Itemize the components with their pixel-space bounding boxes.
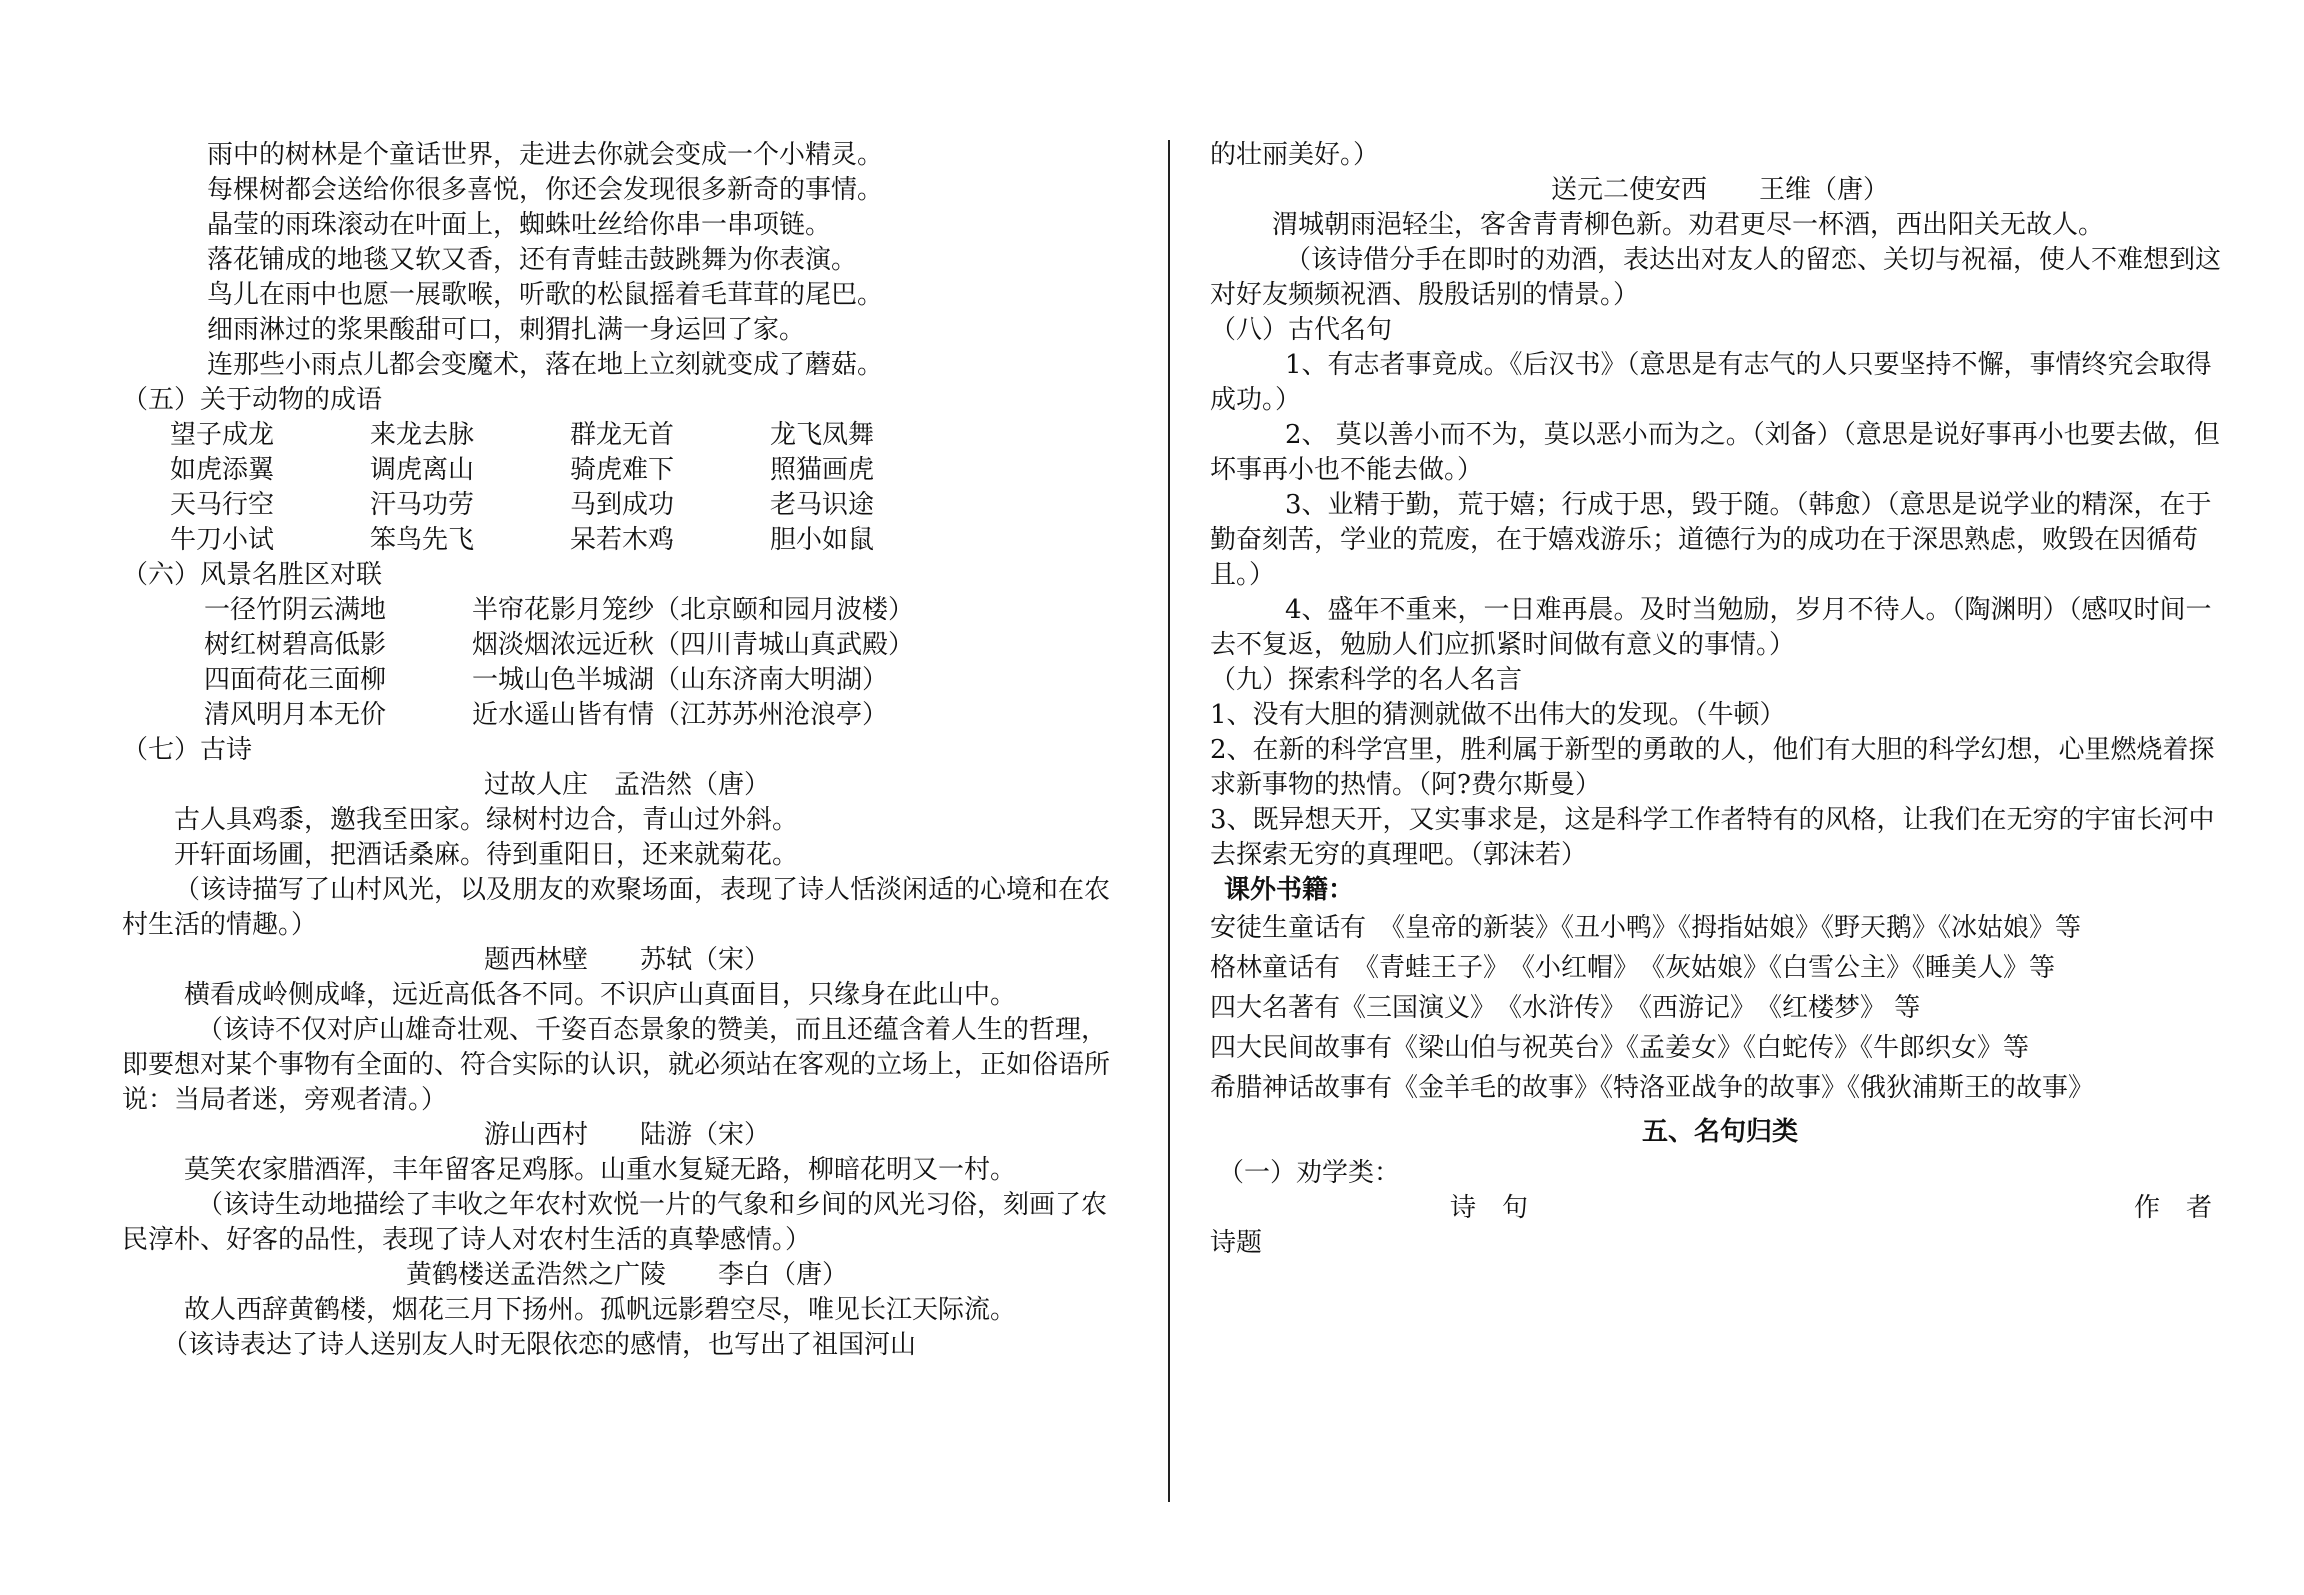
text-line: 连那些小雨点儿都会变魔术，落在地上立刻就变成了蘑菇。 — [207, 350, 884, 380]
idiom: 骑虎难下 — [570, 455, 675, 485]
couplet-second: 半帘花影月笼纱（北京颐和园月波楼） — [472, 595, 915, 625]
idiom-row — [122, 523, 1132, 558]
idiom: 老马识途 — [770, 490, 875, 520]
couplet-first: 树红树碧高低影 — [204, 630, 387, 660]
poem-text: 渭城朝雨浥轻尘，客舍青青柳色新。劝君更尽一杯酒，西出阳关无故人。 — [1272, 210, 2105, 240]
section-heading: （八）古代名句 — [1210, 315, 1393, 345]
idiom: 来龙去脉 — [370, 420, 475, 450]
column-header-poem: 诗 句 — [1450, 1193, 1529, 1223]
idiom: 望子成龙 — [170, 420, 275, 450]
couplet-second: 一城山色半城湖（山东济南大明湖） — [472, 665, 889, 695]
poem-note: （该诗生动地描绘了丰收之年农村欢悦一片的气象和乡间的风光习俗，刻画了农民淳朴、好客的品性，表现了诗人对农村生活的真挚感情。） — [122, 1190, 1108, 1255]
book-list: 格林童话有 《青蛙王子》 《小红帽》 《灰姑娘》《白雪公主》《睡美人》等 — [1210, 953, 2056, 983]
text-line: 落花铺成的地毯又软又香，还有青蛙击鼓跳舞为你表演。 — [207, 245, 858, 275]
table-header — [1210, 1191, 2230, 1226]
rain-forest-passage — [122, 138, 1132, 383]
column-divider — [1168, 140, 1170, 1502]
poem-text: 莫笑农家腊酒浑，丰年留客足鸡豚。山重水复疑无路，柳暗花明又一村。 — [184, 1155, 1017, 1185]
section-heading: （七）古诗 — [122, 735, 253, 765]
text-line: 晶莹的雨珠滚动在叶面上，蜘蛛吐丝给你串一串项链。 — [207, 210, 832, 240]
book-list: 四大民间故事有《梁山伯与祝英台》《孟姜女》《白蛇传》《牛郎织女》等 — [1210, 1033, 2030, 1063]
text-line: 细雨淋过的浆果酸甜可口，刺猬扎满一身运回了家。 — [207, 315, 806, 345]
idiom-row — [122, 453, 1132, 488]
couplet-second: 近水遥山皆有情（江苏苏州沧浪亭） — [472, 700, 889, 730]
book-list: 四大名著有《三国演义》 《水浒传》 《西游记》 《红楼梦》 等 — [1210, 993, 1921, 1023]
science-quote: 2、在新的科学宫里，胜利属于新型的勇敢的人，他们有大胆的科学幻想，心里燃烧着探求新事物的热情。（阿?费尔斯曼） — [1210, 735, 2215, 800]
idiom: 天马行空 — [170, 490, 275, 520]
quote-item: 2、 莫以善小而不为，莫以恶小而为之。（刘备）（意思是说好事再小也要去做，但坏事再小也不能去做。） — [1210, 420, 2220, 485]
text-line: 雨中的树林是个童话世界，走进去你就会变成一个小精灵。 — [207, 140, 884, 170]
section-heading: （五）关于动物的成语 — [122, 385, 383, 415]
idiom-row — [122, 418, 1132, 453]
text-line: 每棵树都会送给你很多喜悦，你还会发现很多新奇的事情。 — [207, 175, 884, 205]
idiom: 群龙无首 — [570, 420, 675, 450]
quote-item: 3、业精于勤，荒于嬉；行成于思，毁于随。（韩愈）（意思是说学业的精深，在于勤奋刻苦，学业的荒废，在于嬉戏游乐；道德行为的成功在于深思熟虑，败毁在因循苟且。） — [1210, 490, 2212, 590]
quote-item: 4、盛年不重来，一日难再晨。及时当勉励，岁月不待人。（陶渊明）（感叹时间一去不复返，勉励人们应抓紧时间做有意义的事情。） — [1210, 595, 2212, 660]
idiom: 调虎离山 — [370, 455, 475, 485]
idiom: 胆小如鼠 — [770, 525, 875, 555]
idiom: 马到成功 — [570, 490, 675, 520]
poem-note: （该诗描写了山村风光，以及朋友的欢聚场面，表现了诗人恬淡闲适的心境和在农村生活的情趣。） — [122, 875, 1111, 940]
idiom: 笨鸟先飞 — [370, 525, 475, 555]
couplet-first: 清风明月本无价 — [204, 700, 387, 730]
column-header-author: 作 者 — [2133, 1193, 2212, 1223]
text-line: 的壮丽美好。） — [1210, 140, 1380, 170]
couplet-first: 四面荷花三面柳 — [204, 665, 387, 695]
book-list: 希腊神话故事有《金羊毛的故事》《特洛亚战争的故事》《俄狄浦斯王的故事》 — [1210, 1073, 2095, 1103]
section-heading: （九）探索科学的名人名言 — [1210, 665, 1523, 695]
poem-note: （该诗不仅对庐山雄奇壮观、千姿百态景象的赞美，而且还蕴含着人生的哲理，即要想对某个事物有全面的、符合实际的认识，就必须站在客观的立场上，正如俗语所说：当局者迷，旁观者清。） — [122, 1015, 1111, 1115]
couplet-row — [122, 593, 1132, 628]
couplet-list — [122, 593, 1132, 733]
section-heading: （六）风景名胜区对联 — [122, 560, 383, 590]
science-quote: 3、既异想天开，又实事求是，这是科学工作者特有的风格，让我们在无穷的宇宙长河中去探索无穷的真理吧。（郭沫若） — [1210, 805, 2215, 870]
idiom-grid — [122, 418, 1132, 558]
idiom: 龙飞凤舞 — [770, 420, 875, 450]
poem-text: 故人西辞黄鹤楼，烟花三月下扬州。孤帆远影碧空尽，唯见长江天际流。 — [184, 1295, 1017, 1325]
couplet-row — [122, 628, 1132, 663]
poem-title: 送元二使安西 王维（唐） — [1550, 175, 1889, 205]
couplet-row — [122, 698, 1132, 733]
idiom: 牛刀小试 — [170, 525, 275, 555]
idiom: 照猫画虎 — [770, 455, 875, 485]
poem-line: 开轩面场圃，把酒话桑麻。待到重阳日，还来就菊花。 — [174, 840, 799, 870]
books-heading: 课外书籍： — [1224, 875, 1355, 905]
couplet-row — [122, 663, 1132, 698]
quote-item: 1、有志者事竟成。《后汉书》（意思是有志气的人只要坚持不懈，事情终究会取得成功。） — [1210, 350, 2212, 415]
poem-note: （该诗借分手在即时的劝酒，表达出对友人的留恋、关切与祝福，使人不难想到这对好友频频祝酒、殷殷话别的情景。） — [1210, 245, 2222, 310]
idiom-row — [122, 488, 1132, 523]
poem-line: 古人具鸡黍，邀我至田家。绿树村边合，青山过外斜。 — [174, 805, 799, 835]
part-heading: 五、名句归类 — [1641, 1117, 1798, 1147]
right-column — [1210, 138, 2230, 1261]
poem-note: （该诗表达了诗人送别友人时无限依恋的感情，也写出了祖国河山 — [162, 1330, 917, 1360]
poem-title: 题西林壁 苏轼（宋） — [483, 945, 770, 975]
idiom: 汗马功劳 — [370, 490, 475, 520]
poem-text: 横看成岭侧成峰，远近高低各不同。不识庐山真面目，只缘身在此山中。 — [184, 980, 1017, 1010]
couplet-first: 一径竹阴云满地 — [204, 595, 387, 625]
poem-title: 游山西村 陆游（宋） — [483, 1120, 770, 1150]
column-header-title: 诗题 — [1210, 1228, 1263, 1258]
poem-title: 过故人庄 孟浩然（唐） — [483, 770, 770, 800]
idiom: 呆若木鸡 — [570, 525, 675, 555]
idiom: 如虎添翼 — [170, 455, 275, 485]
couplet-second: 烟淡烟浓远近秋（四川青城山真武殿） — [472, 630, 915, 660]
text-line: 鸟儿在雨中也愿一展歌喉，听歌的松鼠摇着毛茸茸的尾巴。 — [207, 280, 884, 310]
book-list: 安徒生童话有 《皇帝的新装》《丑小鸭》《拇指姑娘》《野天鹅》《冰姑娘》等 — [1210, 913, 2082, 943]
science-quote: 1、没有大胆的猜测就做不出伟大的发现。（牛顿） — [1210, 700, 1786, 730]
left-column — [122, 138, 1132, 1363]
category-heading: （一）劝学类： — [1218, 1158, 1401, 1188]
poem-title: 黄鹤楼送孟浩然之广陵 李白（唐） — [405, 1260, 848, 1290]
